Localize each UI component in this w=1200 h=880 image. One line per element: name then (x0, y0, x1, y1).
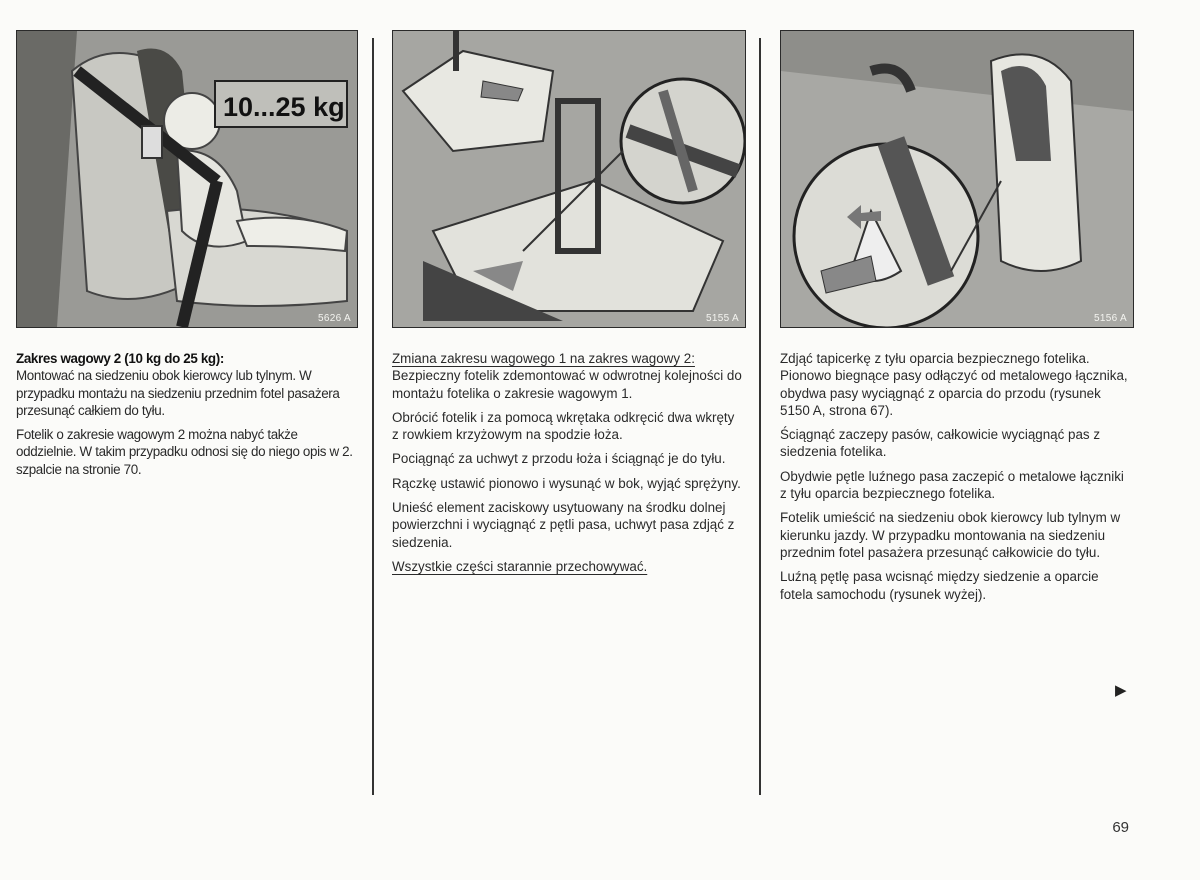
continue-arrow-icon: ▶ (1115, 682, 1127, 699)
belt-hook-illustration (781, 31, 1133, 327)
paragraph: Montować na siedzeniu obok kierowcy lub tylnym. W przypadku montażu na siedzeniu przednim fotel pasażera przesunąć całkiem do tyłu. (16, 368, 340, 418)
weight-class-heading: Zakres wagowy 2 (10 kg do 25 kg): (16, 351, 224, 366)
figure-belt-hook (780, 30, 1134, 328)
figure-code: 5626 A (318, 313, 351, 324)
paragraph: Rączkę ustawić pionowo i wysunąć w bok, wyjąć sprężyny. (392, 475, 741, 491)
right-text-column (780, 350, 1128, 610)
paragraph: Fotelik o zakresie wagowym 2 można nabyć także oddzielnie. W takim przypadku odnosi się do niego opis w 2. szpalcie na stronie 70. (16, 427, 353, 477)
column-divider (759, 38, 761, 795)
paragraph: Bezpieczny fotelik zdemontować w odwrotnej kolejności do montażu fotelika o zakresie wagowym 1. (392, 368, 742, 401)
section-heading: Zmiana zakresu wagowego 1 na zakres wagowy 2: (392, 351, 695, 366)
left-text-column (16, 350, 356, 485)
paragraph: Luźną pętlę pasa wcisnąć między siedzenie a oparcie fotela samochodu (rysunek wyżej). (780, 569, 1099, 602)
disassembly-illustration (393, 31, 745, 327)
paragraph: Ściągnąć zaczepy pasów, całkowicie wyciągnąć pas z siedzenia fotelika. (780, 427, 1101, 460)
paragraph: Zdjąć tapicerkę z tyłu oparcia bezpiecznego fotelika. Pionowo biegnące pasy odłączyć od metalowego łącznika, obydwa pasy wyciągnąć z oparcia do przodu (rysunek 5150 A, strona 67). (780, 351, 1128, 418)
paragraph: Unieść element zaciskowy usytuowany na środku dolnej powierzchni i wyciągnąć z pętli pasa, uchwyt pasa zdjąć z siedzenia. (392, 500, 735, 550)
figure-code: 5155 A (706, 313, 739, 324)
figure-seat-disassembly (392, 30, 746, 328)
column-divider (372, 38, 374, 795)
figure-child-booster-seat (16, 30, 358, 328)
middle-text-column (392, 350, 742, 582)
paragraph: Obydwie pętle luźnego pasa zaczepić o metalowe łączniki z tyłu oparcia bezpiecznego fotelika. (780, 468, 1124, 502)
paragraph: Fotelik umieścić na siedzeniu obok kierowcy lub tylnym w kierunku jazdy. W przypadku montowania na siedzeniu przednim fotel pasażera przesunąć całkowicie do tyłu. (780, 510, 1121, 560)
closing-note: Wszystkie części starannie przechowywać. (392, 558, 648, 574)
paragraph: Obrócić fotelik i za pomocą wkrętaka odkręcić dwa wkręty z rowkiem krzyżowym na spodzie łoża. (392, 409, 735, 443)
page-number: 69 (1112, 819, 1129, 836)
weight-badge: 10...25 kg (223, 92, 345, 122)
paragraph: Pociągnąć za uchwyt z przodu łoża i ściągnąć je do tyłu. (392, 451, 726, 467)
figure-code: 5156 A (1094, 313, 1127, 324)
booster-seat-illustration (17, 31, 357, 327)
